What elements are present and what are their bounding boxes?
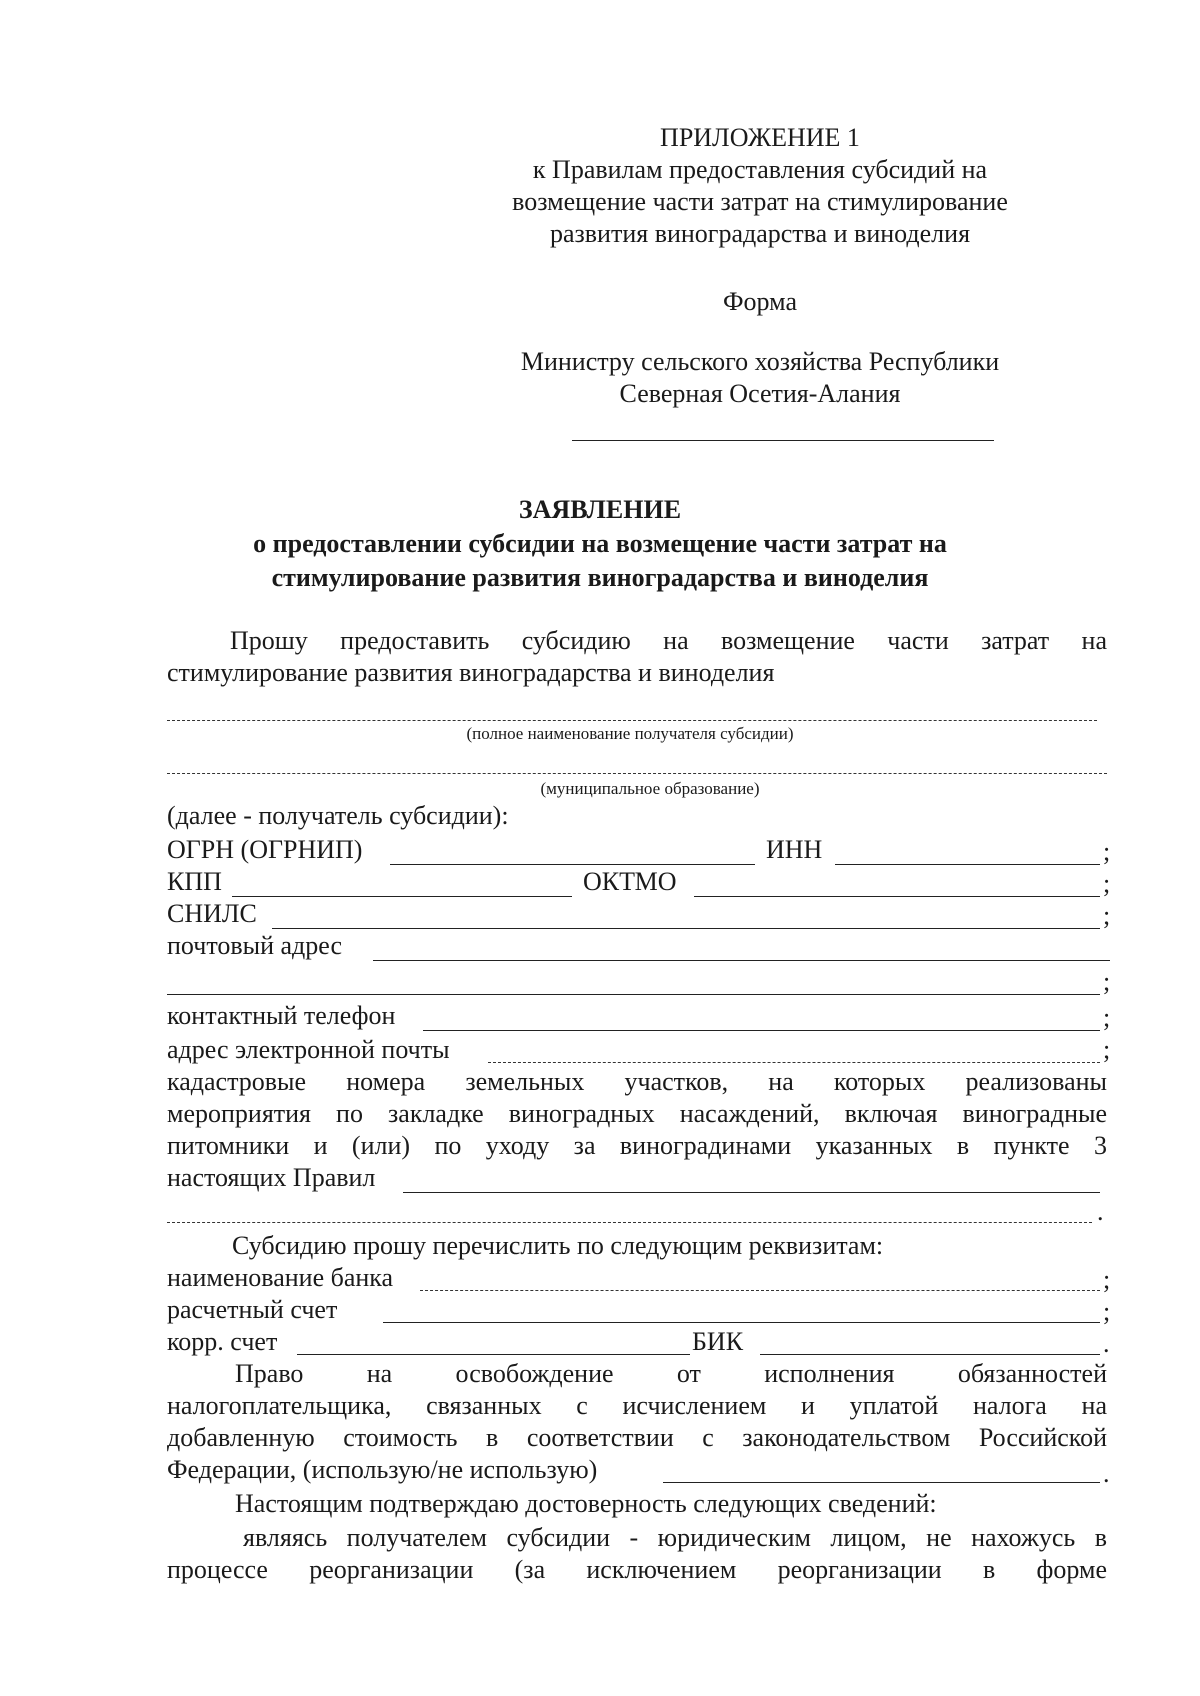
statement-title: ЗАЯВЛЕНИЕ [518, 495, 682, 524]
email-field[interactable] [488, 1062, 1100, 1063]
bank-details-intro: Субсидию прошу перечислить по следующим реквизитам: [232, 1231, 884, 1260]
oktmo-field[interactable] [694, 896, 1100, 897]
addressee-line-1: Министру сельского хозяйства Республики [520, 347, 1000, 376]
bank-name-label: наименование банка [167, 1263, 394, 1292]
oktmo-label: ОКТМО [583, 867, 677, 896]
municipality-caption: (муниципальное образование) [540, 779, 760, 798]
vat-line-4: Федерации, (использую/не использую) [167, 1455, 598, 1484]
bik-period: . [1103, 1329, 1110, 1358]
account-semicolon: ; [1103, 1297, 1111, 1326]
vat-period: . [1103, 1459, 1110, 1488]
inn-field[interactable] [835, 864, 1100, 865]
municipality-field[interactable] [167, 773, 1107, 774]
postal-address-label: почтовый адрес [167, 931, 342, 960]
ogrn-label: ОГРН (ОГРНИП) [167, 835, 363, 864]
phone-field[interactable] [423, 1030, 1100, 1031]
snils-label: СНИЛС [167, 899, 257, 928]
kpp-label: КПП [167, 867, 222, 896]
form-label: Форма [723, 287, 797, 316]
ogrn-field[interactable] [390, 864, 755, 865]
appendix-ref-line-1: к Правилам предоставления субсидий на [532, 155, 988, 184]
recipient-note: (далее - получатель субсидии): [167, 801, 509, 830]
postal-address-field-2[interactable] [167, 994, 1100, 995]
bank-name-field[interactable] [420, 1290, 1100, 1291]
bik-label: БИК [692, 1327, 744, 1356]
bank-name-semicolon: ; [1103, 1265, 1111, 1294]
statement-subtitle-line-1: о предоставлении субсидии на возмещение части затрат на [253, 529, 947, 558]
oktmo-semicolon: ; [1103, 869, 1111, 898]
legal-entity-line-1: являясь получателем субсидии - юридическим лицом, не нахожусь в [243, 1523, 1107, 1552]
addressee-line-2: Северная Осетия-Алания [619, 379, 901, 408]
kpp-field[interactable] [232, 896, 572, 897]
statement-subtitle-line-2: стимулирование развития виноградарства и виноделия [271, 563, 929, 592]
recipient-name-field[interactable] [167, 720, 1097, 721]
request-paragraph-line-2: стимулирование развития виноградарства и виноделия [167, 658, 775, 687]
cadastral-line-3: питомники и (или) по уходу за виноградинами указанных в пункте 3 [167, 1131, 1107, 1160]
cadastral-line-1: кадастровые номера земельных участков, на которых реализованы [167, 1067, 1107, 1096]
vat-line-3: добавленную стоимость в соответствии с законодательством Российской [167, 1423, 1107, 1452]
vat-line-1: Право на освобождение от исполнения обязанностей [235, 1359, 1107, 1388]
postal-semicolon: ; [1103, 967, 1111, 996]
recipient-name-caption: (полное наименование получателя субсидии) [466, 724, 794, 743]
appendix-title: ПРИЛОЖЕНИЕ 1 [660, 123, 860, 152]
phone-label: контактный телефон [167, 1001, 396, 1030]
snils-field[interactable] [272, 928, 1100, 929]
vat-field[interactable] [663, 1482, 1100, 1483]
account-field[interactable] [383, 1322, 1100, 1323]
inn-label: ИНН [766, 835, 823, 864]
vat-line-2: налогоплательщика, связанных с исчислением и уплатой налога на [167, 1391, 1107, 1420]
snils-semicolon: ; [1103, 901, 1111, 930]
appendix-ref-line-2: возмещение части затрат на стимулирование [512, 187, 1008, 216]
corr-account-field[interactable] [297, 1354, 690, 1355]
request-paragraph-line-1: Прошу предоставить субсидию на возмещение части затрат на [230, 626, 1107, 655]
account-label: расчетный счет [167, 1295, 338, 1324]
postal-address-field[interactable] [373, 960, 1110, 961]
inn-semicolon: ; [1103, 837, 1111, 866]
cadastral-field[interactable] [403, 1192, 1100, 1193]
cadastral-line-4: настоящих Правил [167, 1163, 376, 1192]
cadastral-field-2[interactable] [167, 1222, 1092, 1223]
corr-account-label: корр. счет [167, 1327, 278, 1356]
bik-field[interactable] [760, 1354, 1100, 1355]
cadastral-line-2: мероприятия по закладке виноградных насаждений, включая виноградные [167, 1099, 1107, 1128]
email-label: адрес электронной почты [167, 1035, 450, 1064]
cadastral-period: . [1097, 1197, 1104, 1226]
phone-semicolon: ; [1103, 1003, 1111, 1032]
addressee-signature-line [572, 440, 994, 441]
email-semicolon: ; [1103, 1035, 1111, 1064]
appendix-ref-line-3: развития виноградарства и виноделия [549, 219, 971, 248]
legal-entity-line-2: процессе реорганизации (за исключением реорганизации в форме [167, 1555, 1107, 1584]
confirmation-intro: Настоящим подтверждаю достоверность следующих сведений: [235, 1489, 937, 1518]
